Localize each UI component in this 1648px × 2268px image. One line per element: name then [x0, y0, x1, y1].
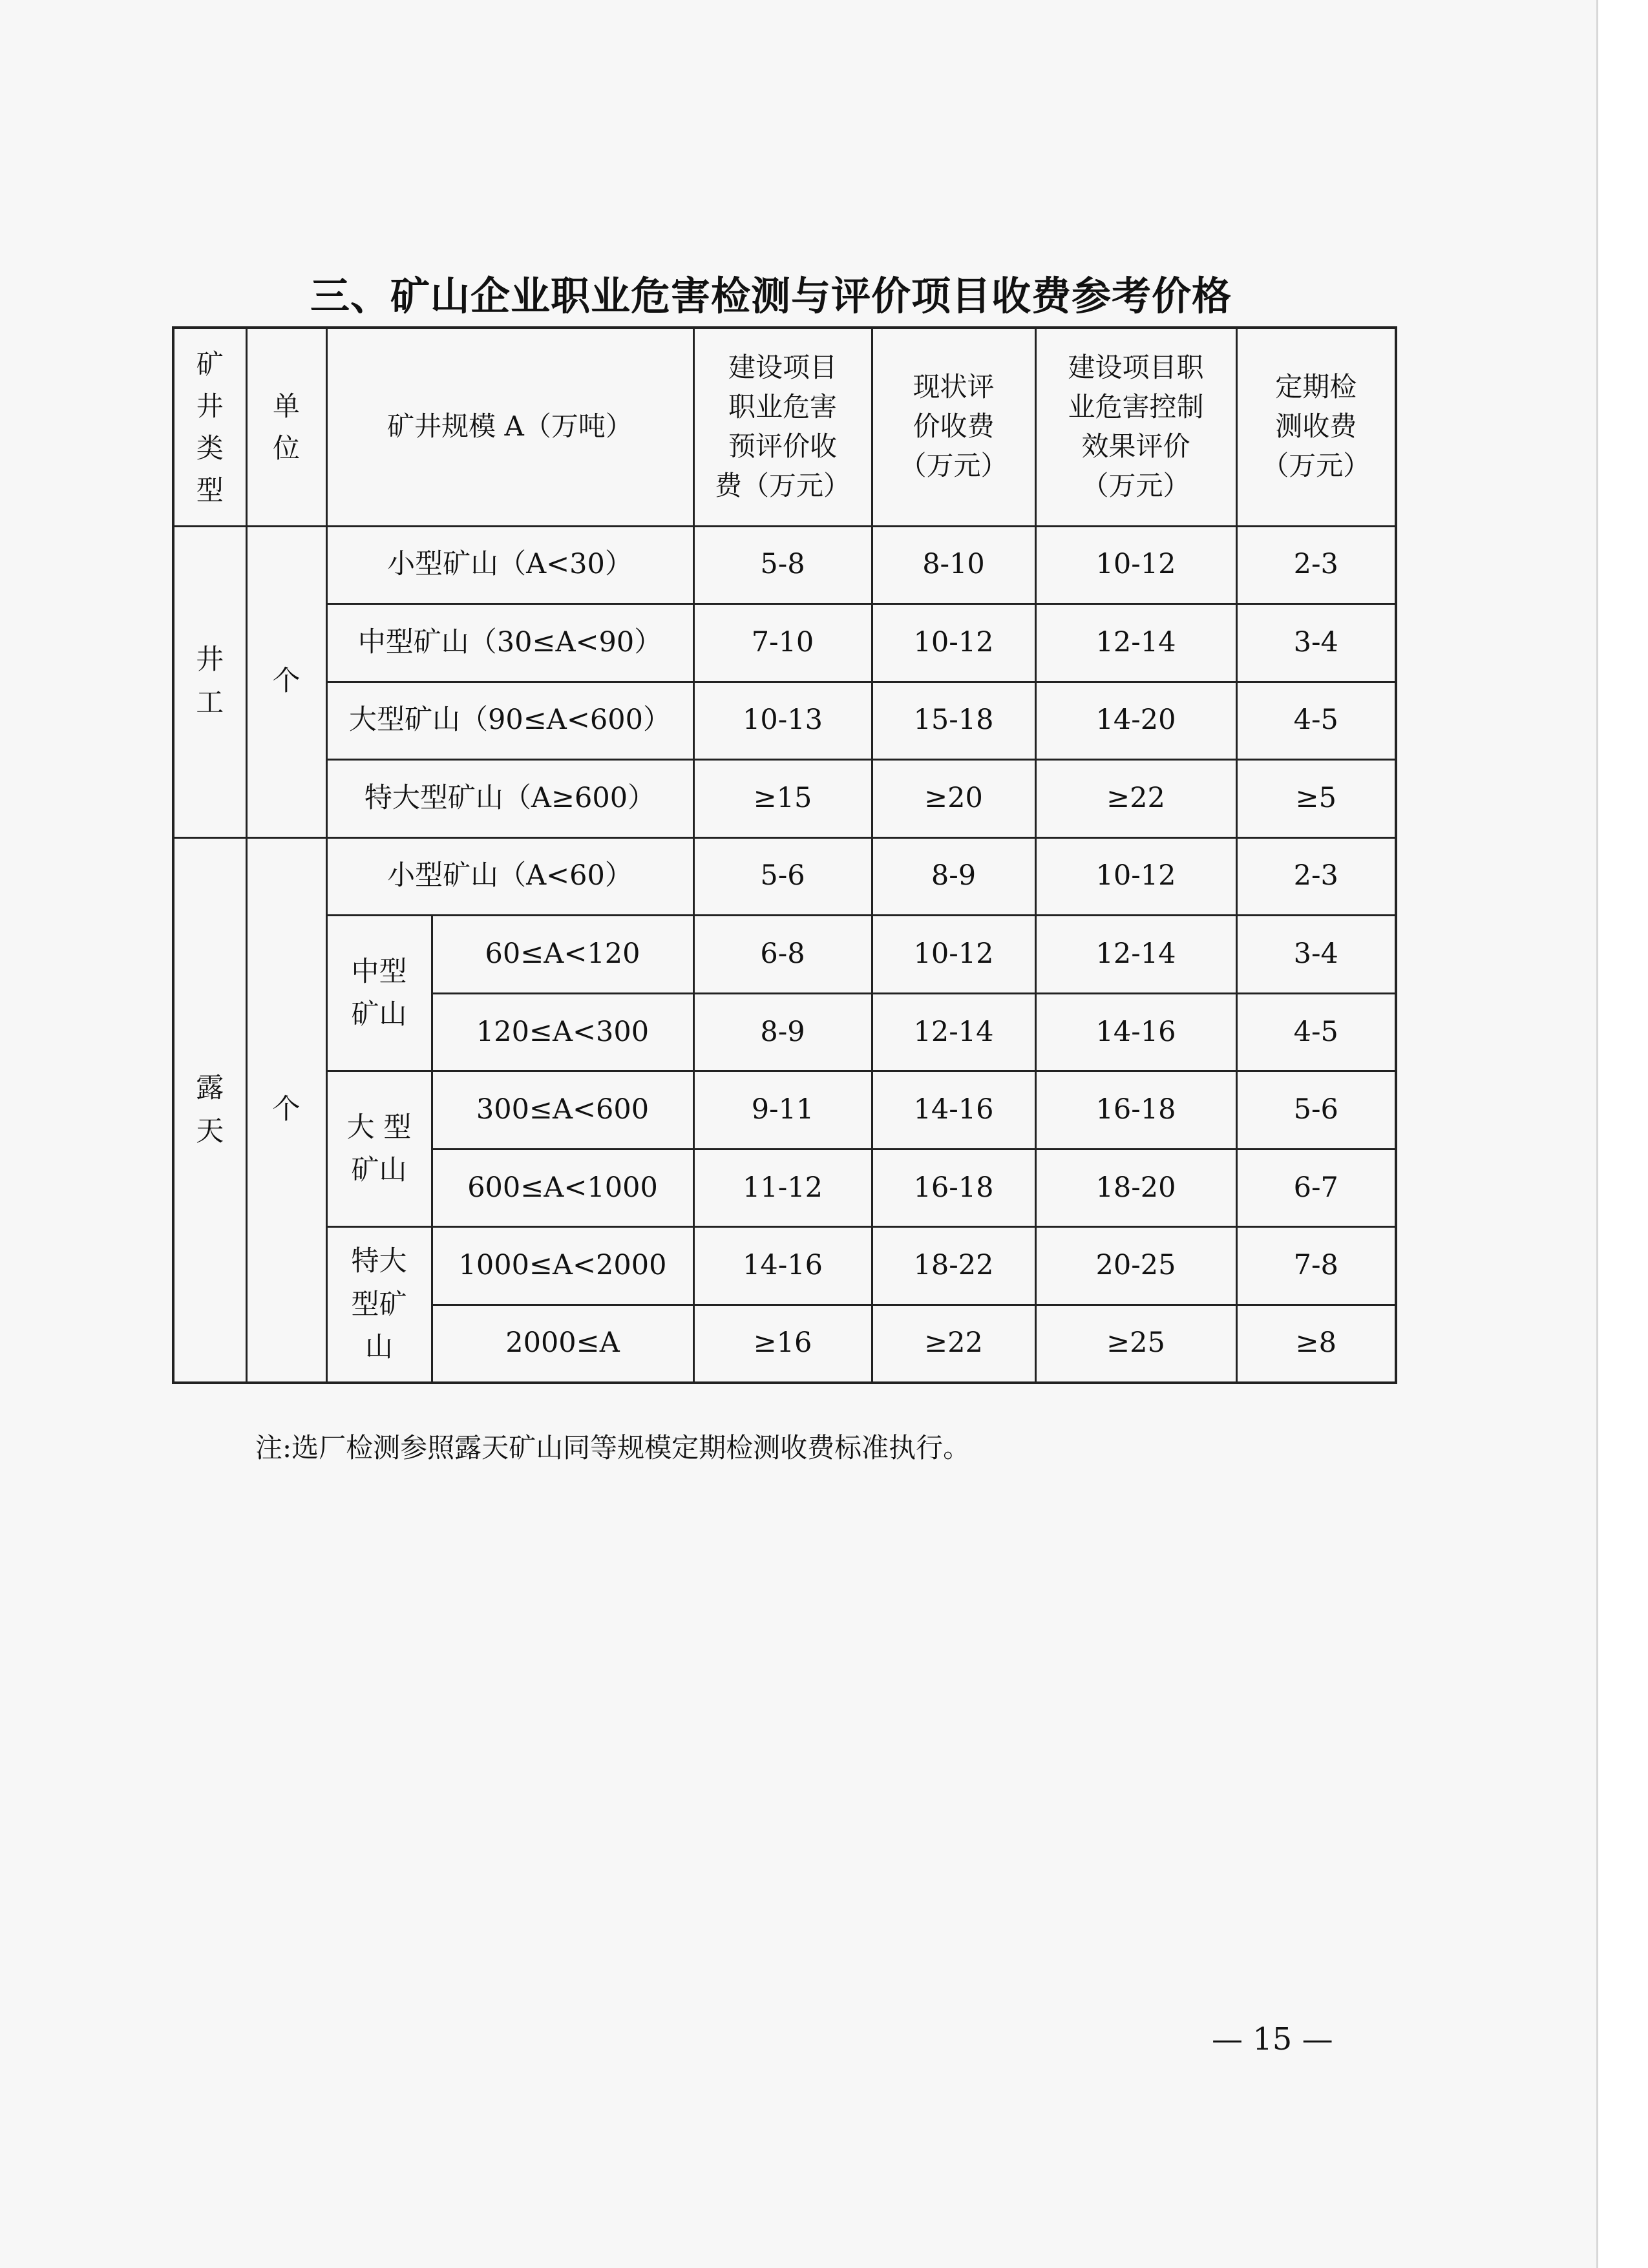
- pre-evaluation-cell: ≥16: [693, 1305, 872, 1383]
- current-evaluation-cell: 8-10: [872, 526, 1035, 604]
- header-scale: 矿井规模 A（万吨）: [326, 328, 693, 526]
- scale-range-cell: 300≤A<600: [432, 1071, 693, 1150]
- current-evaluation-cell: 10-12: [872, 916, 1035, 994]
- header-current-evaluation: 现状评 价收费 （万元）: [872, 328, 1035, 526]
- scale-range-cell: 60≤A<120: [432, 916, 693, 994]
- page-title: 三、矿山企业职业危害检测与评价项目收费参考价格: [310, 273, 1232, 319]
- pre-evaluation-cell: 11-12: [693, 1149, 872, 1227]
- pre-evaluation-cell: ≥15: [693, 760, 872, 838]
- mine-type-open-pit: 露 天: [173, 837, 246, 1383]
- pre-evaluation-cell: 7-10: [693, 604, 872, 682]
- header-row: [173, 328, 1396, 526]
- control-evaluation-cell: 20-25: [1035, 1227, 1236, 1305]
- pre-evaluation-cell: 5-8: [693, 526, 872, 604]
- periodic-testing-cell: ≥8: [1236, 1305, 1396, 1383]
- medium-mine-label: 中型 矿山: [326, 916, 432, 1071]
- control-evaluation-cell: ≥25: [1035, 1305, 1236, 1383]
- scale-cell: 大型矿山（90≤A<600）: [326, 682, 693, 760]
- periodic-testing-cell: 6-7: [1236, 1149, 1396, 1227]
- table-note: 注:选厂检测参照露天矿山同等规模定期检测收费标准执行。: [255, 1432, 971, 1464]
- unit-cell: 个: [246, 837, 326, 1383]
- current-evaluation-cell: 18-22: [872, 1227, 1035, 1305]
- periodic-testing-cell: 2-3: [1236, 837, 1396, 916]
- header-control-evaluation: 建设项目职 业危害控制 效果评价 （万元）: [1035, 328, 1236, 526]
- current-evaluation-cell: ≥20: [872, 760, 1035, 838]
- control-evaluation-cell: 12-14: [1035, 916, 1236, 994]
- periodic-testing-cell: 4-5: [1236, 993, 1396, 1071]
- periodic-testing-cell: 3-4: [1236, 916, 1396, 994]
- scale-range-cell: 600≤A<1000: [432, 1149, 693, 1227]
- control-evaluation-cell: 10-12: [1035, 526, 1236, 604]
- control-evaluation-cell: ≥22: [1035, 760, 1236, 838]
- scale-cell: 中型矿山（30≤A<90）: [326, 604, 693, 682]
- unit-cell: 个: [246, 526, 326, 837]
- pre-evaluation-cell: 10-13: [693, 682, 872, 760]
- scale-range-cell: 1000≤A<2000: [432, 1227, 693, 1305]
- current-evaluation-cell: 15-18: [872, 682, 1035, 760]
- table-row: [173, 604, 1396, 682]
- table-row: [173, 1071, 1396, 1150]
- table-row: [173, 682, 1396, 760]
- control-evaluation-cell: 16-18: [1035, 1071, 1236, 1150]
- current-evaluation-cell: 8-9: [872, 837, 1035, 916]
- pre-evaluation-cell: 5-6: [693, 837, 872, 916]
- periodic-testing-cell: ≥5: [1236, 760, 1396, 838]
- current-evaluation-cell: 12-14: [872, 993, 1035, 1071]
- control-evaluation-cell: 14-16: [1035, 993, 1236, 1071]
- header-pre-evaluation: 建设项目 职业危害 预评价收 费（万元）: [693, 328, 872, 526]
- pre-evaluation-cell: 14-16: [693, 1227, 872, 1305]
- fee-table: [172, 326, 1397, 1384]
- page-number: — 15 —: [1212, 2021, 1333, 2057]
- scale-cell: 特大型矿山（A≥600）: [326, 760, 693, 838]
- header-mine-type: 矿 井 类 型: [173, 328, 246, 526]
- current-evaluation-cell: 10-12: [872, 604, 1035, 682]
- scale-cell: 小型矿山（A<30）: [326, 526, 693, 604]
- current-evaluation-cell: 14-16: [872, 1071, 1035, 1150]
- periodic-testing-cell: 7-8: [1236, 1227, 1396, 1305]
- scale-range-cell: 120≤A<300: [432, 993, 693, 1071]
- table-row: [173, 760, 1396, 838]
- table-row: [173, 837, 1396, 916]
- mine-type-underground: 井 工: [173, 526, 246, 837]
- current-evaluation-cell: 16-18: [872, 1149, 1035, 1227]
- control-evaluation-cell: 14-20: [1035, 682, 1236, 760]
- table-row: [173, 526, 1396, 604]
- pre-evaluation-cell: 8-9: [693, 993, 872, 1071]
- control-evaluation-cell: 18-20: [1035, 1149, 1236, 1227]
- pre-evaluation-cell: 9-11: [693, 1071, 872, 1150]
- extra-large-mine-label: 特大 型矿 山: [326, 1227, 432, 1383]
- control-evaluation-cell: 12-14: [1035, 604, 1236, 682]
- table-row: [173, 916, 1396, 994]
- table-row: [173, 1227, 1396, 1305]
- periodic-testing-cell: 2-3: [1236, 526, 1396, 604]
- scale-cell: 小型矿山（A<60）: [326, 837, 693, 916]
- periodic-testing-cell: 5-6: [1236, 1071, 1396, 1150]
- header-unit: 单 位: [246, 328, 326, 526]
- large-mine-label: 大 型 矿山: [326, 1071, 432, 1227]
- control-evaluation-cell: 10-12: [1035, 837, 1236, 916]
- scale-range-cell: 2000≤A: [432, 1305, 693, 1383]
- pre-evaluation-cell: 6-8: [693, 916, 872, 994]
- current-evaluation-cell: ≥22: [872, 1305, 1035, 1383]
- periodic-testing-cell: 4-5: [1236, 682, 1396, 760]
- header-periodic-testing: 定期检 测收费 （万元）: [1236, 328, 1396, 526]
- periodic-testing-cell: 3-4: [1236, 604, 1396, 682]
